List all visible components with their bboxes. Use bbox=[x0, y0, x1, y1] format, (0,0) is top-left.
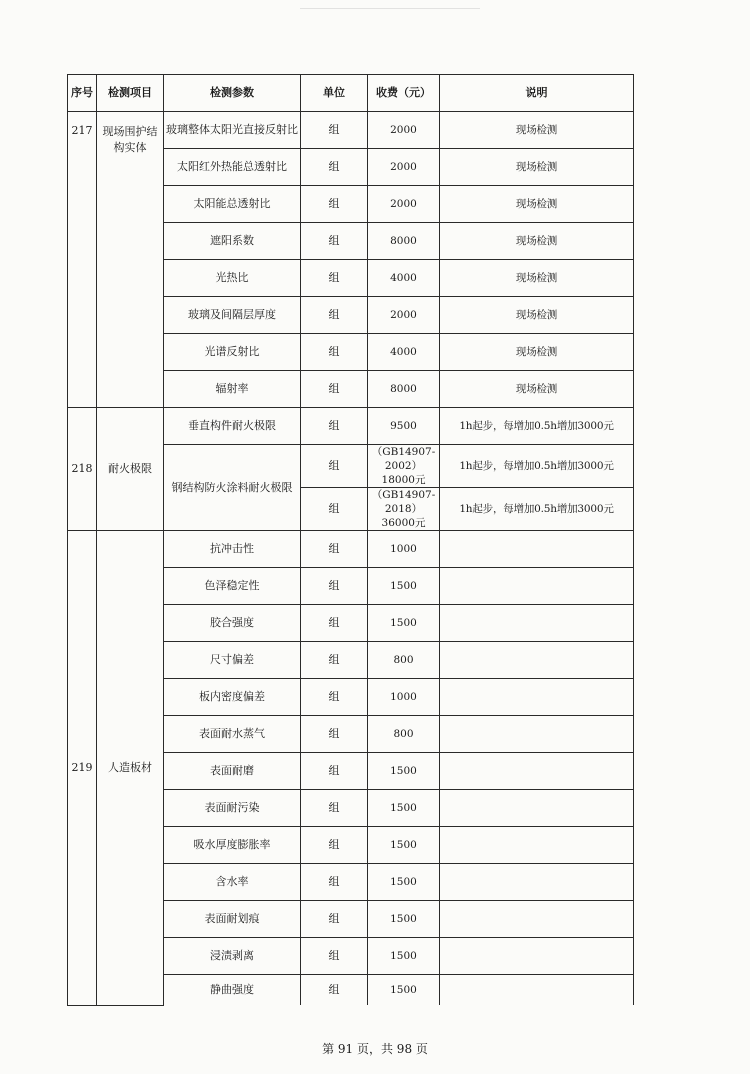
note-cell: 1h起步，每增加0.5h增加3000元 bbox=[440, 488, 634, 531]
unit-cell: 组 bbox=[301, 112, 368, 149]
fee-cell: 2000 bbox=[368, 186, 440, 223]
note-cell bbox=[440, 827, 634, 864]
header-project: 检测项目 bbox=[97, 75, 164, 112]
fee-cell: 8000 bbox=[368, 223, 440, 260]
fee-cell: 2000 bbox=[368, 149, 440, 186]
note-cell bbox=[440, 605, 634, 642]
unit-cell: 组 bbox=[301, 149, 368, 186]
unit-cell: 组 bbox=[301, 408, 368, 445]
note-cell: 现场检测 bbox=[440, 149, 634, 186]
param-cell: 表面耐水蒸气 bbox=[164, 716, 301, 753]
param-cell: 玻璃整体太阳光直接反射比 bbox=[164, 112, 301, 149]
note-cell: 现场检测 bbox=[440, 260, 634, 297]
note-cell: 现场检测 bbox=[440, 371, 634, 408]
header-note: 说明 bbox=[440, 75, 634, 112]
note-cell bbox=[440, 716, 634, 753]
note-cell: 现场检测 bbox=[440, 297, 634, 334]
fee-cell: 8000 bbox=[368, 371, 440, 408]
note-cell bbox=[440, 975, 634, 1006]
unit-cell: 组 bbox=[301, 371, 368, 408]
param-cell: 静曲强度 bbox=[164, 975, 301, 1006]
param-cell: 表面耐磨 bbox=[164, 753, 301, 790]
unit-cell: 组 bbox=[301, 568, 368, 605]
param-cell: 表面耐污染 bbox=[164, 790, 301, 827]
unit-cell: 组 bbox=[301, 827, 368, 864]
table-row bbox=[68, 112, 634, 149]
fee-cell: 1500 bbox=[368, 901, 440, 938]
unit-cell: 组 bbox=[301, 753, 368, 790]
project-cell: 耐火极限 bbox=[97, 408, 164, 531]
param-cell: 光谱反射比 bbox=[164, 334, 301, 371]
note-cell: 1h起步，每增加0.5h增加3000元 bbox=[440, 445, 634, 488]
fee-cell: 1500 bbox=[368, 568, 440, 605]
param-cell: 太阳能总透射比 bbox=[164, 186, 301, 223]
unit-cell: 组 bbox=[301, 445, 368, 488]
param-cell: 板内密度偏差 bbox=[164, 679, 301, 716]
fee-cell: 800 bbox=[368, 642, 440, 679]
seq-cell bbox=[68, 531, 97, 1006]
note-cell bbox=[440, 531, 634, 568]
unit-cell: 组 bbox=[301, 334, 368, 371]
fee-cell: 1500 bbox=[368, 790, 440, 827]
param-cell: 吸水厚度膨胀率 bbox=[164, 827, 301, 864]
note-cell bbox=[440, 753, 634, 790]
fee-cell: 2000 bbox=[368, 297, 440, 334]
note-cell bbox=[440, 642, 634, 679]
fee-cell: 1500 bbox=[368, 605, 440, 642]
param-cell: 尺寸偏差 bbox=[164, 642, 301, 679]
fee-cell: 9500 bbox=[368, 408, 440, 445]
unit-cell: 组 bbox=[301, 642, 368, 679]
fee-cell: 1500 bbox=[368, 975, 440, 1006]
fee-cell: 4000 bbox=[368, 260, 440, 297]
seq-cell: 217 bbox=[68, 112, 97, 408]
fee-cell: 4000 bbox=[368, 334, 440, 371]
fee-line: 2002）18000元 bbox=[381, 460, 426, 486]
fee-cell bbox=[368, 445, 440, 488]
unit-cell: 组 bbox=[301, 223, 368, 260]
note-cell bbox=[440, 901, 634, 938]
unit-cell: 组 bbox=[301, 901, 368, 938]
table-row bbox=[68, 408, 634, 445]
unit-cell: 组 bbox=[301, 260, 368, 297]
unit-cell: 组 bbox=[301, 679, 368, 716]
param-cell: 胶合强度 bbox=[164, 605, 301, 642]
param-cell: 钢结构防火涂料耐火极限 bbox=[164, 445, 301, 531]
top-edge-mark bbox=[300, 8, 480, 23]
unit-cell: 组 bbox=[301, 790, 368, 827]
seq-text: 219 bbox=[71, 760, 93, 774]
unit-cell: 组 bbox=[301, 716, 368, 753]
param-cell: 色泽稳定性 bbox=[164, 568, 301, 605]
note-cell bbox=[440, 568, 634, 605]
param-cell: 玻璃及间隔层厚度 bbox=[164, 297, 301, 334]
unit-cell: 组 bbox=[301, 864, 368, 901]
seq-cell: 218 bbox=[68, 408, 97, 531]
fee-cell: 1000 bbox=[368, 531, 440, 568]
note-cell bbox=[440, 864, 634, 901]
param-cell: 抗冲击性 bbox=[164, 531, 301, 568]
param-cell: 浸渍剥离 bbox=[164, 938, 301, 975]
fee-cell: 800 bbox=[368, 716, 440, 753]
fee-cell: 1000 bbox=[368, 679, 440, 716]
note-cell: 现场检测 bbox=[440, 186, 634, 223]
param-cell: 垂直构件耐火极限 bbox=[164, 408, 301, 445]
header-unit: 单位 bbox=[301, 75, 368, 112]
note-cell: 1h起步，每增加0.5h增加3000元 bbox=[440, 408, 634, 445]
note-cell: 现场检测 bbox=[440, 112, 634, 149]
project-cell: 现场围护结构实体 bbox=[97, 112, 164, 408]
fee-cell: 1500 bbox=[368, 827, 440, 864]
fee-cell: 1500 bbox=[368, 753, 440, 790]
fee-line: （GB14907- bbox=[371, 489, 436, 501]
param-cell: 遮阳系数 bbox=[164, 223, 301, 260]
note-cell bbox=[440, 790, 634, 827]
note-cell bbox=[440, 679, 634, 716]
unit-cell: 组 bbox=[301, 531, 368, 568]
fee-cell bbox=[368, 488, 440, 531]
unit-cell: 组 bbox=[301, 488, 368, 531]
fee-line: （GB14907- bbox=[371, 446, 436, 458]
param-cell: 辐射率 bbox=[164, 371, 301, 408]
note-cell bbox=[440, 938, 634, 975]
page-number-footer: 第 91 页，共 98 页 bbox=[322, 1042, 428, 1056]
note-cell: 现场检测 bbox=[440, 334, 634, 371]
param-cell: 光热比 bbox=[164, 260, 301, 297]
unit-cell: 组 bbox=[301, 297, 368, 334]
param-cell: 太阳红外热能总透射比 bbox=[164, 149, 301, 186]
header-seq: 序号 bbox=[68, 75, 97, 112]
fee-cell: 2000 bbox=[368, 112, 440, 149]
table-row bbox=[68, 531, 634, 568]
header-fee: 收费（元） bbox=[368, 75, 440, 112]
unit-cell: 组 bbox=[301, 975, 368, 1006]
table-header-row bbox=[68, 75, 634, 112]
fee-line: 2018）36000元 bbox=[381, 503, 426, 529]
unit-cell: 组 bbox=[301, 938, 368, 975]
unit-cell: 组 bbox=[301, 186, 368, 223]
fee-cell: 1500 bbox=[368, 938, 440, 975]
fee-cell: 1500 bbox=[368, 864, 440, 901]
header-param: 检测参数 bbox=[164, 75, 301, 112]
fee-table bbox=[67, 74, 634, 1006]
unit-cell: 组 bbox=[301, 605, 368, 642]
project-cell: 人造板材 bbox=[97, 531, 164, 1006]
note-cell: 现场检测 bbox=[440, 223, 634, 260]
param-cell: 含水率 bbox=[164, 864, 301, 901]
param-cell: 表面耐划痕 bbox=[164, 901, 301, 938]
